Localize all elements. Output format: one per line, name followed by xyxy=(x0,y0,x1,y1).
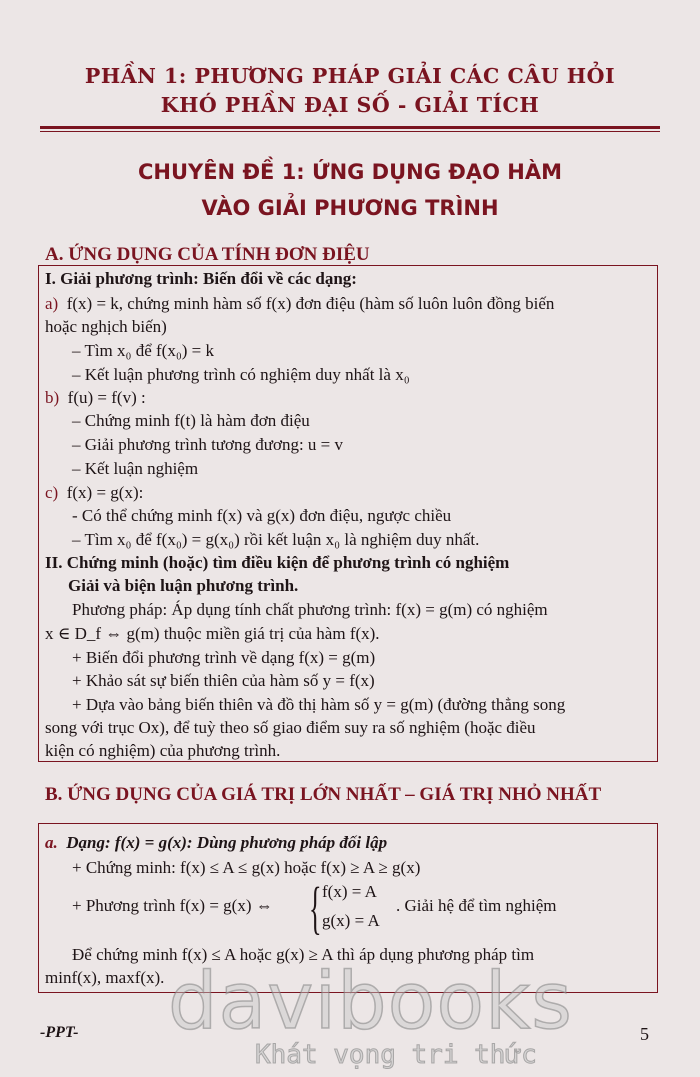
item-b-step-1: – Chứng minh f(t) là hàm đơn điệu xyxy=(72,411,310,430)
page-title xyxy=(40,62,660,120)
section-b-note-1: Để chứng minh f(x) ≤ A hoặc g(x) ≥ A thì áp dụng phương pháp tìm xyxy=(72,945,535,964)
item-b-text-1: f(u) = f(v) : xyxy=(67,388,146,407)
part2-heading-2: Giải và biện luận phương trình. xyxy=(68,576,299,595)
section-b-step-1: + Chứng minh: f(x) ≤ A ≤ g(x) hoặc f(x) ≥ A ≥ g(x) xyxy=(72,858,421,877)
method-line-2: x ∈ D_f ⇔ g(m) thuộc miền giá trị của hàm f(x). xyxy=(45,624,380,643)
section-a-heading: A. ỨNG DỤNG CỦA TÍNH ĐƠN ĐIỆU xyxy=(45,244,370,265)
page-title-line-1: PHẦN 1: PHƯƠNG PHÁP GIẢI CÁC CÂU HỎI xyxy=(84,64,616,88)
section-b-step-2-prefix: + Phương trình f(x) = g(x) ⇔ xyxy=(72,896,273,915)
page-title-line-2: KHÓ PHẦN ĐẠI SỐ - GIẢI TÍCH xyxy=(160,93,540,117)
item-a-tag: a) xyxy=(45,294,59,313)
section-b-step-2-suffix: . Giải hệ để tìm nghiệm xyxy=(396,896,557,915)
system-equation-2: g(x) = A xyxy=(322,911,380,930)
item-b-line-1 xyxy=(45,387,146,409)
part1-heading: I. Giải phương trình: Biến đổi về các dạng: xyxy=(45,269,357,288)
item-a-step-1: – Tìm x₀ để f(x₀) = k xyxy=(72,341,214,360)
section-b-form-line xyxy=(45,832,387,854)
item-c-step-1: - Có thể chứng minh f(x) và g(x) đơn điệu, ngược chiều xyxy=(72,506,452,525)
item-c-tag: c) xyxy=(45,483,59,502)
system-equation-1: f(x) = A xyxy=(322,882,377,901)
section-b-heading: B. ỨNG DỤNG CỦA GIÁ TRỊ LỚN NHẤT – GIÁ TRỊ NHỎ NHẤT xyxy=(45,784,602,805)
item-b-tag: b) xyxy=(45,388,60,407)
method-step-2: + Khảo sát sự biến thiên của hàm số y = f(x) xyxy=(72,671,375,690)
part2-heading-1: II. Chứng minh (hoặc) tìm điều kiện để phương trình có nghiệm xyxy=(45,553,510,572)
section-b-note-2: minf(x), maxf(x). xyxy=(45,968,165,987)
item-a-step-2: – Kết luận phương trình có nghiệm duy nhất là x₀ xyxy=(72,365,410,384)
method-step-4: song với trục Ox), để tuỳ theo số giao điểm suy ra số nghiệm (hoặc điều xyxy=(45,718,536,737)
watermark-logo: davibooks xyxy=(168,957,573,1047)
watermark-tagline: Khát vọng tri thức xyxy=(255,1040,537,1070)
page-number: 5 xyxy=(640,1024,649,1044)
item-b-step-3: – Kết luận nghiệm xyxy=(72,459,199,478)
item-c-step-2: – Tìm x₀ để f(x₀) = g(x₀) rồi kết luận x₀ là nghiệm duy nhất. xyxy=(72,530,480,549)
chapter-title-line-1: CHUYÊN ĐỀ 1: ỨNG DỤNG ĐẠO HÀM xyxy=(137,160,563,184)
method-step-3: + Dựa vào bảng biến thiên và đồ thị hàm số y = g(m) (đường thẳng song xyxy=(72,695,566,714)
chapter-title-line-2: VÀO GIẢI PHƯƠNG TRÌNH xyxy=(201,196,499,220)
chapter-title xyxy=(60,154,640,226)
method-line-1: Phương pháp: Áp dụng tính chất phương trình: f(x) = g(m) có nghiệm xyxy=(72,600,548,619)
section-b-tag: a. xyxy=(45,833,58,852)
method-step-1: + Biến đổi phương trình về dạng f(x) = g(m) xyxy=(72,648,376,667)
title-rule-thick xyxy=(40,126,660,129)
title-rule-thin xyxy=(40,131,660,132)
item-c-text-1: f(x) = g(x): xyxy=(66,483,144,502)
section-b-form-text: Dạng: f(x) = g(x): Dùng phương pháp đối lập xyxy=(66,833,388,852)
footer-label: -PPT- xyxy=(40,1024,79,1041)
item-a-line-2: hoặc nghịch biến) xyxy=(45,317,167,336)
item-a-line-1 xyxy=(45,293,554,315)
method-step-5: kiện có nghiệm) của phương trình. xyxy=(45,741,281,760)
item-c-line-1 xyxy=(45,482,143,504)
item-b-step-2: – Giải phương trình tương đương: u = v xyxy=(72,435,344,454)
system-brace: { xyxy=(309,875,322,940)
item-a-text-1: f(x) = k, chứng minh hàm số f(x) đơn điệu (hàm số luôn luôn đồng biến xyxy=(66,294,555,313)
